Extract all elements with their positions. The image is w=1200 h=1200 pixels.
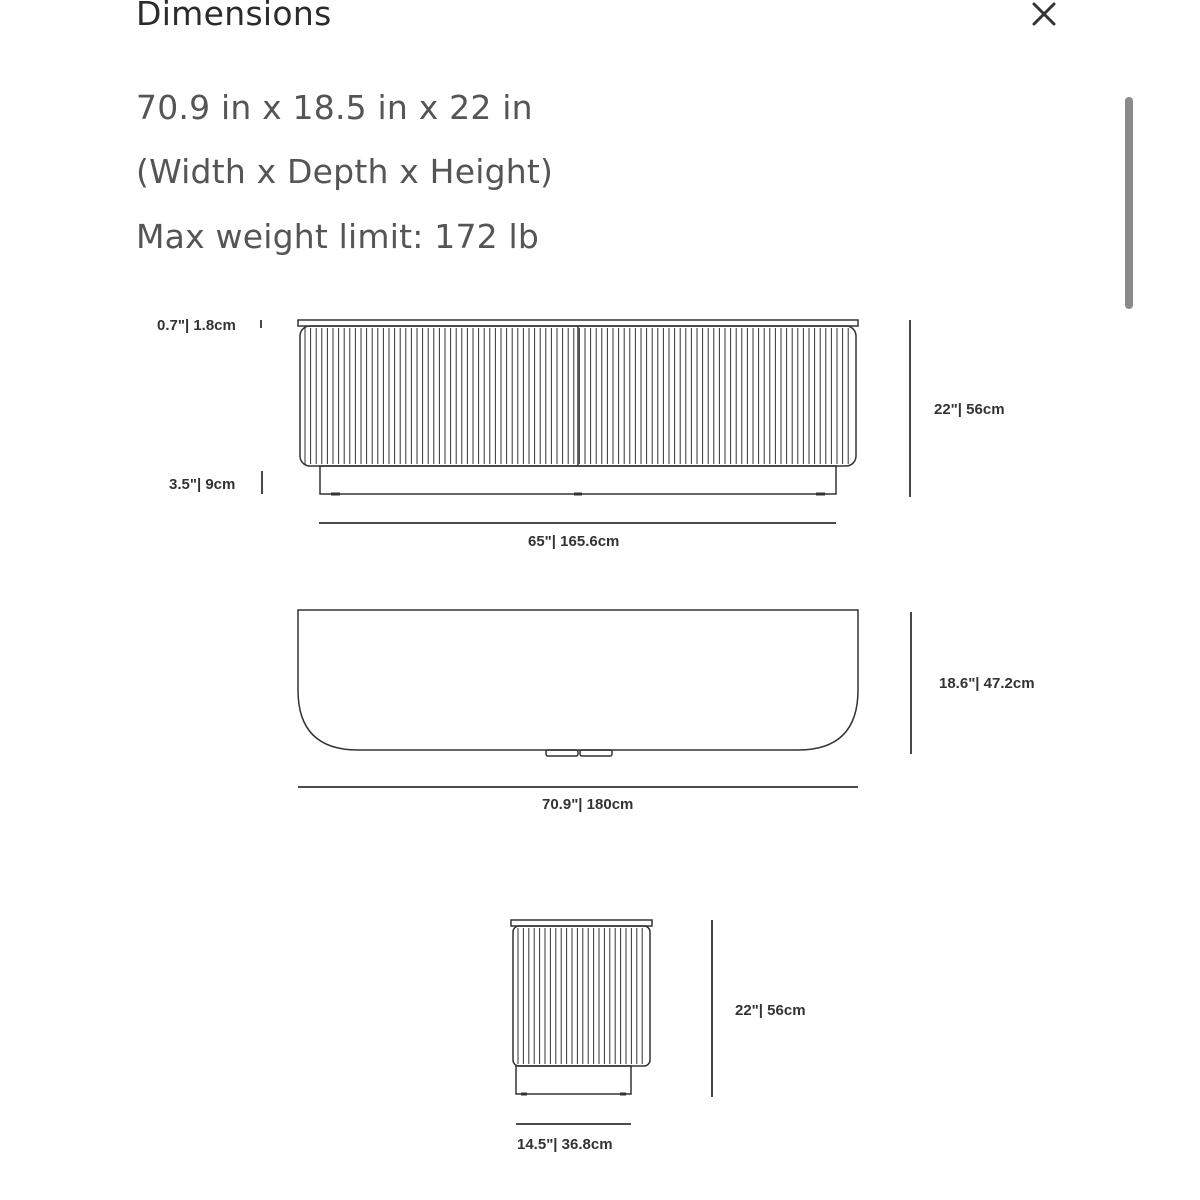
top-view-outline — [298, 610, 858, 750]
top-dimension-lines — [298, 612, 911, 787]
top-view-drawing — [298, 610, 858, 756]
front-view-drawing — [298, 320, 858, 494]
dialog-title: Dimensions — [136, 0, 332, 33]
top-view-handle-left — [546, 750, 578, 756]
front-flutes — [305, 328, 848, 464]
base-height-label: 3.5"| 9cm — [169, 476, 236, 493]
side-plinth — [516, 1066, 631, 1094]
side-height-label: 22"| 56cm — [735, 1002, 806, 1019]
side-body — [513, 926, 650, 1066]
front-height-label: 22"| 56cm — [934, 401, 1005, 418]
front-top-slab — [298, 320, 858, 326]
front-plinth — [320, 466, 836, 494]
dimensions-text: 70.9 in x 18.5 in x 22 in — [136, 88, 533, 127]
side-depth-label: 14.5"| 36.8cm — [517, 1136, 613, 1153]
top-thickness-label: 0.7"| 1.8cm — [157, 317, 236, 334]
base-width-label: 65"| 165.6cm — [528, 533, 620, 550]
top-view-handle-right — [580, 750, 612, 756]
side-top-slab — [511, 920, 652, 926]
dimensions-order-text: (Width x Depth x Height) — [136, 152, 554, 191]
side-flutes — [518, 928, 642, 1064]
depth-label: 18.6"| 47.2cm — [939, 675, 1035, 692]
overall-width-label: 70.9"| 180cm — [542, 796, 634, 813]
weight-limit-text: Max weight limit: 172 lb — [136, 217, 540, 256]
side-view-drawing — [511, 920, 652, 1094]
